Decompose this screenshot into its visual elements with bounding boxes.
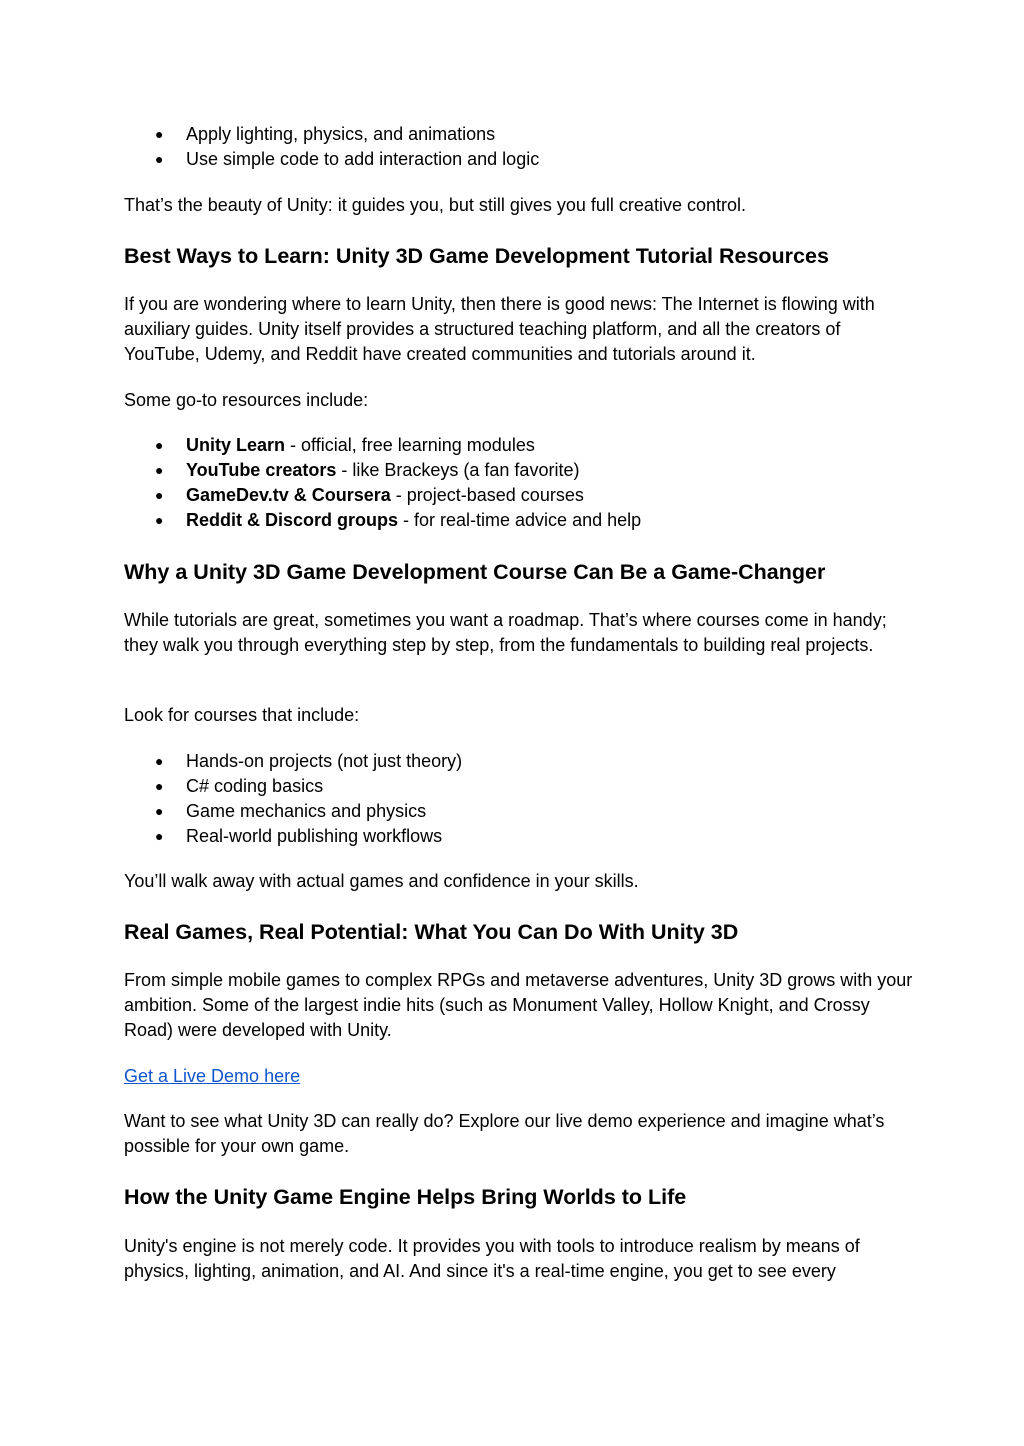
bullet-icon: ●: [155, 803, 164, 819]
demo-link-paragraph: [124, 1064, 914, 1089]
list-item: ● YouTube creators - like Brackeys (a fan favorite): [124, 458, 914, 483]
section-heading-course: Why a Unity 3D Game Development Course Can Be a Game-Changer: [124, 560, 826, 584]
bullet-icon: ●: [155, 151, 164, 167]
bullet-icon: ●: [155, 437, 164, 453]
section-heading-learn: Best Ways to Learn: Unity 3D Game Development Tutorial Resources: [124, 244, 829, 268]
list-item: ● C# coding basics: [124, 774, 914, 799]
section-real-games-paragraph: From simple mobile games to complex RPGs and metaverse adventures, Unity 3D grows with your ambition. Some of the largest indie hits (such as Monument Valley, Hollow Knight, and Crossy Road) were developed with Unity.: [124, 970, 913, 1040]
bullet-icon: ●: [155, 753, 164, 769]
live-demo-link[interactable]: Get a Live Demo here: [124, 1066, 301, 1086]
demo-paragraph: Want to see what Unity 3D can really do? Explore our live demo experience and imagine what’s possible for your own game.: [124, 1111, 885, 1156]
section-course-paragraph: While tutorials are great, sometimes you want a roadmap. That’s where courses come in handy; they walk you through everything step by step, from the fundamentals to building real projects.: [124, 610, 887, 655]
section-heading-real-games: Real Games, Real Potential: What You Can Do With Unity 3D: [124, 920, 739, 944]
course-features-list: [124, 749, 914, 849]
section-course-lead: Look for courses that include:: [124, 705, 360, 725]
bullet-icon: ●: [155, 462, 164, 478]
list-item: ● Unity Learn - official, free learning modules: [124, 433, 914, 458]
bullet-icon: ●: [155, 126, 164, 142]
section-course-closing: You’ll walk away with actual games and confidence in your skills.: [124, 871, 639, 891]
list-item: ● Real-world publishing workflows: [124, 824, 914, 849]
intro-closing-paragraph: That’s the beauty of Unity: it guides you, but still gives you full creative control.: [124, 195, 746, 215]
list-item: ● Hands-on projects (not just theory): [124, 749, 914, 774]
bullet-icon: ●: [155, 512, 164, 528]
bullet-icon: ●: [155, 778, 164, 794]
list-item: ● Use simple code to add interaction and logic: [124, 147, 914, 172]
bullet-icon: ●: [155, 828, 164, 844]
section-learn-paragraph: If you are wondering where to learn Unity, then there is good news: The Internet is flowing with auxiliary guides. Unity itself provides a structured teaching platform, and all the creators of YouTube, Udemy, and Reddit have created communities and tutorials around it.: [124, 294, 875, 364]
bullet-icon: ●: [155, 487, 164, 503]
list-item: ● Game mechanics and physics: [124, 799, 914, 824]
section-heading-engine: How the Unity Game Engine Helps Bring Worlds to Life: [124, 1185, 687, 1209]
intro-list: [124, 122, 914, 172]
section-learn-lead: Some go-to resources include:: [124, 390, 369, 410]
resources-list: [124, 433, 914, 533]
list-item: ● GameDev.tv & Coursera - project-based courses: [124, 483, 914, 508]
list-item: ● Reddit & Discord groups - for real-time advice and help: [124, 508, 914, 533]
list-item: ● Apply lighting, physics, and animations: [124, 122, 914, 147]
section-engine-paragraph: Unity's engine is not merely code. It provides you with tools to introduce realism by means of physics, lighting, animation, and AI. And since it's a real-time engine, you get to see every: [124, 1236, 860, 1281]
